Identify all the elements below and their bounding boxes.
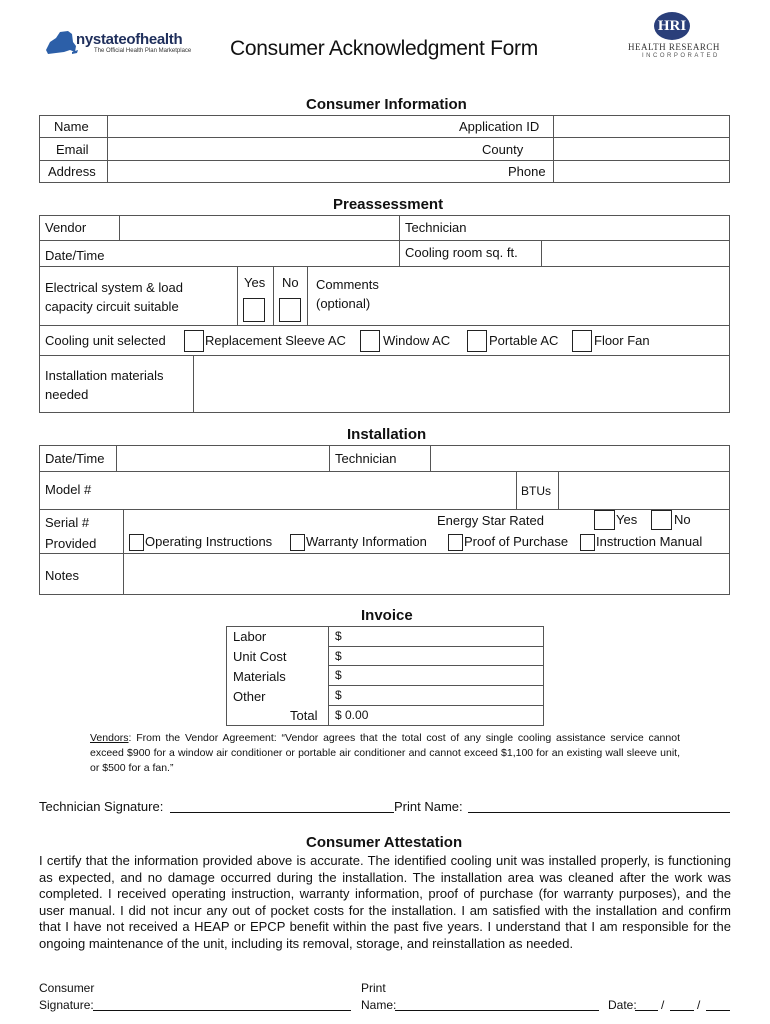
name-label: Name xyxy=(54,119,89,134)
date-slash-1: / xyxy=(661,998,665,1012)
pre-date-time-label: Date/Time xyxy=(45,248,105,263)
pre-date-time-field[interactable] xyxy=(120,241,398,265)
invoice-labor-label: Labor xyxy=(233,629,267,644)
electrical-no-label: No xyxy=(282,275,299,290)
consumer-print-name-line[interactable] xyxy=(395,1010,599,1011)
replacement-sleeve-label: Replacement Sleeve AC xyxy=(205,333,346,348)
warranty-checkbox[interactable] xyxy=(290,534,305,551)
hri-sub: INCORPORATED xyxy=(642,53,720,59)
proof-of-purchase-label: Proof of Purchase xyxy=(464,534,569,549)
preassessment-heading: Preassessment xyxy=(333,196,444,213)
email-label: Email xyxy=(56,142,89,157)
electrical-yes-label: Yes xyxy=(244,275,266,290)
nystateofhealth-logo xyxy=(42,26,192,66)
email-field[interactable] xyxy=(108,138,480,159)
address-field[interactable] xyxy=(108,161,500,182)
attestation-heading: Consumer Attestation xyxy=(306,834,463,851)
serial-label: Serial # xyxy=(45,515,90,530)
instruction-manual-label: Instruction Manual xyxy=(596,534,703,549)
technician-print-name-label: Print Name: xyxy=(394,799,463,814)
invoice-other-label: Other xyxy=(233,689,266,704)
invoice-unit-cost-label: Unit Cost xyxy=(233,649,287,664)
install-materials-label: Installation materials needed xyxy=(45,368,164,402)
cooling-unit-label: Cooling unit selected xyxy=(45,333,166,348)
new-york-state-icon xyxy=(42,28,78,58)
pre-technician-label: Technician xyxy=(405,220,467,235)
portable-ac-label: Portable AC xyxy=(489,333,559,348)
instruction-manual-checkbox[interactable] xyxy=(580,534,595,551)
energy-star-yes-checkbox[interactable] xyxy=(594,510,615,530)
operating-instructions-label: Operating Instructions xyxy=(145,534,273,549)
date-slash-2: / xyxy=(697,998,701,1012)
consumer-signature-line[interactable] xyxy=(93,1010,351,1011)
technician-signature-label: Technician Signature: xyxy=(39,799,164,814)
inst-date-time-field[interactable] xyxy=(117,446,328,470)
vendors-link-label: Vendors xyxy=(90,732,129,744)
vendor-agreement-note xyxy=(90,731,680,776)
window-ac-label: Window AC xyxy=(383,333,451,348)
comments-label: Comments (optional) xyxy=(316,277,379,311)
print-name-label: Name: xyxy=(361,998,397,1012)
invoice-other-value[interactable]: $ xyxy=(335,688,342,702)
hri-logo xyxy=(624,12,724,64)
proof-of-purchase-checkbox[interactable] xyxy=(448,534,463,551)
vendor-field[interactable] xyxy=(120,216,398,239)
invoice-total-label: Total xyxy=(290,708,318,723)
vendors-note-text: : From the Vendor Agreement: “Vendor agrees that the total cost of any single cooling assistance service cannot exceed $900 for a window air conditioner or portable air conditioner and cannot exceed $1,100 for an existing wall sleeve unit, or $500 for a fan.” xyxy=(90,732,680,774)
invoice-materials-value[interactable]: $ xyxy=(335,668,342,682)
energy-star-no-label: No xyxy=(674,512,691,527)
date-day-line[interactable] xyxy=(670,1010,694,1011)
name-field[interactable] xyxy=(108,116,452,137)
phone-label: Phone xyxy=(508,164,546,179)
model-field[interactable] xyxy=(110,472,515,508)
window-ac-checkbox[interactable] xyxy=(360,330,380,352)
cooling-room-field[interactable] xyxy=(542,241,728,265)
serial-field[interactable] xyxy=(124,510,430,530)
attestation-text: I certify that the information provided above is accurate. The identified cooling unit was installed properly, is functioning as expected, and no damage occurred during the installation. The installation area was cleaned after the work was completed. I received operating instruction, warranty information, proof of purchase (for warranty purposes), and the user manual. I did not incur any out of pocket costs for the installation. I am satisfied with the installation and confirm that I have not received a HEAP or EPCP benefit within the past five years. I understand that I am responsible for the ongoing maintenance of the unit, including its removal, storage, and reinstallation as needed. xyxy=(39,853,731,951)
model-label: Model # xyxy=(45,482,92,497)
electrical-label: Electrical system & load capacity circuit suitable xyxy=(45,280,183,314)
date-month-line[interactable] xyxy=(635,1010,658,1011)
replacement-sleeve-checkbox[interactable] xyxy=(184,330,204,352)
comments-field[interactable] xyxy=(395,267,728,324)
operating-instructions-checkbox[interactable] xyxy=(129,534,144,551)
provided-label: Provided xyxy=(45,536,97,551)
invoice-heading: Invoice xyxy=(361,607,413,624)
installation-heading: Installation xyxy=(347,426,427,443)
electrical-no-checkbox[interactable] xyxy=(279,298,301,322)
phone-field[interactable] xyxy=(554,161,729,182)
hri-name: HEALTH RESEARCH xyxy=(628,42,720,52)
floor-fan-checkbox[interactable] xyxy=(572,330,592,352)
energy-star-label: Energy Star Rated xyxy=(437,513,544,528)
print-label: Print xyxy=(361,981,386,995)
electrical-yes-checkbox[interactable] xyxy=(243,298,265,322)
invoice-labor-value[interactable]: $ xyxy=(335,629,342,643)
application-id-label: Application ID xyxy=(459,119,540,134)
consumer-label: Consumer xyxy=(39,981,95,995)
floor-fan-label: Floor Fan xyxy=(594,333,650,348)
logo-tagline: The Official Health Plan Marketplace xyxy=(94,48,192,54)
energy-star-no-checkbox[interactable] xyxy=(651,510,672,530)
technician-print-name-line[interactable] xyxy=(468,812,730,813)
notes-field[interactable] xyxy=(124,554,728,594)
portable-ac-checkbox[interactable] xyxy=(467,330,487,352)
invoice-materials-label: Materials xyxy=(233,669,286,684)
inst-technician-label: Technician xyxy=(335,451,397,466)
hri-seal-icon: HRI xyxy=(654,12,690,40)
invoice-unit-cost-value[interactable]: $ xyxy=(335,649,342,663)
warranty-label: Warranty Information xyxy=(306,534,427,549)
date-year-line[interactable] xyxy=(706,1010,730,1011)
technician-signature-line[interactable] xyxy=(170,812,394,813)
county-label: County xyxy=(482,142,524,157)
application-id-field[interactable] xyxy=(554,116,729,137)
consumer-signature-label: Signature: xyxy=(39,998,94,1012)
date-label: Date: xyxy=(608,998,637,1012)
notes-label: Notes xyxy=(45,568,79,583)
energy-star-yes-label: Yes xyxy=(616,512,638,527)
consumer-info-heading: Consumer Information xyxy=(306,96,467,113)
btus-label: BTUs xyxy=(521,484,551,498)
pre-technician-field[interactable] xyxy=(472,216,728,239)
inst-technician-field[interactable] xyxy=(431,446,728,470)
cooling-room-label: Cooling room sq. ft. xyxy=(405,245,518,260)
county-field[interactable] xyxy=(554,138,729,159)
vendor-label: Vendor xyxy=(45,220,87,235)
install-materials-field[interactable] xyxy=(194,356,728,412)
invoice-total-value: $ 0.00 xyxy=(335,708,369,722)
form-title: Consumer Acknowledgment Form xyxy=(230,37,538,60)
logo-brand-text: nystateofhealth xyxy=(76,31,183,48)
btus-field[interactable] xyxy=(559,472,728,508)
inst-date-time-label: Date/Time xyxy=(45,451,105,466)
address-label: Address xyxy=(48,164,96,179)
